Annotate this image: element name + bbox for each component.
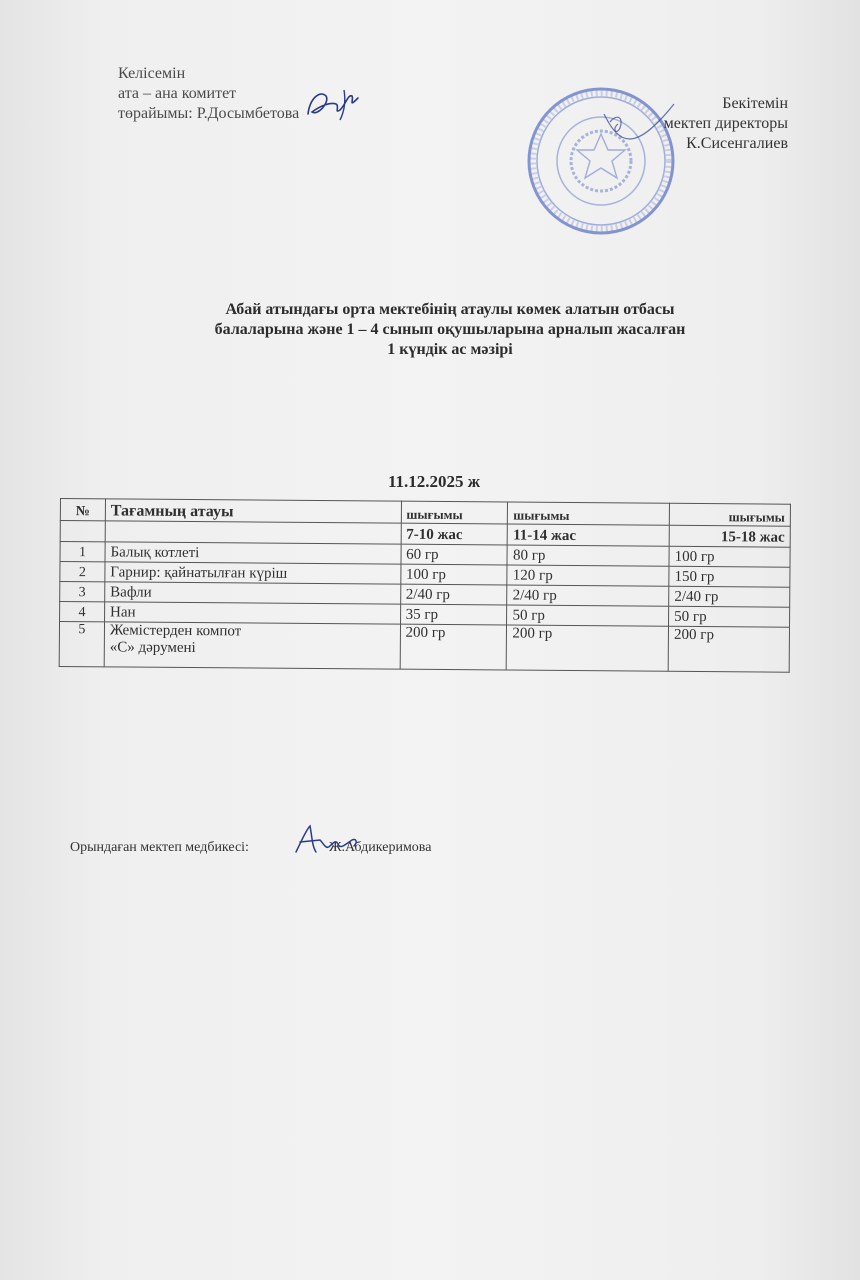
approval-line-1: Келісемін <box>118 65 186 82</box>
row-dish-name <box>104 622 400 669</box>
nurse-label: Орындаған мектеп медбикесі: <box>70 840 249 855</box>
age-group-3: 15-18 жас <box>669 525 790 547</box>
approval-block <box>118 64 299 124</box>
row-dish-name: Балық котлеті <box>105 542 401 564</box>
row-dish-name-line-2: «С» дәрумені <box>109 639 196 657</box>
title-line-2: балаларына және 1 – 4 сынып оқушыларына арналып жасалған <box>214 321 686 338</box>
document-title <box>120 300 780 360</box>
row-number: 5 <box>59 622 104 667</box>
row-yield-11-14: 2/40 гр <box>507 585 669 606</box>
row-number: 4 <box>60 602 105 622</box>
nurse-name: Ж.Абдикеримова <box>328 840 432 855</box>
row-yield-7-10: 60 гр <box>401 544 508 565</box>
table-row <box>59 622 789 673</box>
row-yield-11-14: 200 гр <box>507 625 669 671</box>
header-yield-2: шығымы <box>508 502 670 525</box>
row-yield-15-18: 200 гр <box>668 626 789 672</box>
menu-table <box>59 498 791 673</box>
approval-line-2: ата – ана комитет <box>118 85 237 102</box>
confirmation-line-3: К.Сисенгалиев <box>686 135 788 152</box>
age-group-2: 11-14 жас <box>508 524 670 546</box>
nurse-signature-line <box>70 840 431 856</box>
header-yield-1: шығымы <box>401 501 508 524</box>
row-yield-15-18: 50 гр <box>669 606 790 627</box>
title-line-3: 1 күндік ас мәзірі <box>387 341 513 358</box>
header-yield-3: шығымы <box>669 503 790 526</box>
menu-date: 11.12.2025 ж <box>388 472 481 491</box>
title-line-1: Абай атындағы орта мектебінің атаулы көмек алатын отбасы <box>225 301 675 318</box>
committee-signature <box>300 84 362 124</box>
approval-line-3: төрайымы: Р.Досымбетова <box>118 105 300 122</box>
row-dish-name-line-1: Жемістерден компот <box>109 622 242 640</box>
confirmation-line-2: мектеп директоры <box>663 115 788 132</box>
row-yield-7-10: 2/40 гр <box>400 584 507 605</box>
row-dish-name: Гарнир: қайнатылған күріш <box>105 562 401 584</box>
header-number: № <box>60 499 105 521</box>
row-number: 1 <box>60 542 105 562</box>
row-yield-15-18: 100 гр <box>669 546 790 567</box>
row-yield-7-10: 100 гр <box>400 564 507 585</box>
row-dish-name: Нан <box>104 602 400 624</box>
row-yield-15-18: 150 гр <box>669 566 790 587</box>
age-group-1: 7-10 жас <box>401 523 508 545</box>
header-dish-name: Тағамның атауы <box>105 499 401 523</box>
row-number: 2 <box>60 562 105 582</box>
confirmation-block <box>600 94 788 154</box>
row-dish-name: Вафли <box>105 582 401 604</box>
row-yield-11-14: 120 гр <box>507 565 669 586</box>
row-yield-7-10: 35 гр <box>400 604 507 625</box>
row-yield-7-10: 200 гр <box>400 624 507 670</box>
nurse-signature <box>290 822 360 858</box>
confirmation-line-1: Бекітемін <box>722 95 788 112</box>
row-number: 3 <box>60 582 105 602</box>
row-yield-11-14: 50 гр <box>507 605 669 626</box>
row-yield-11-14: 80 гр <box>507 545 669 566</box>
row-yield-15-18: 2/40 гр <box>669 586 790 607</box>
